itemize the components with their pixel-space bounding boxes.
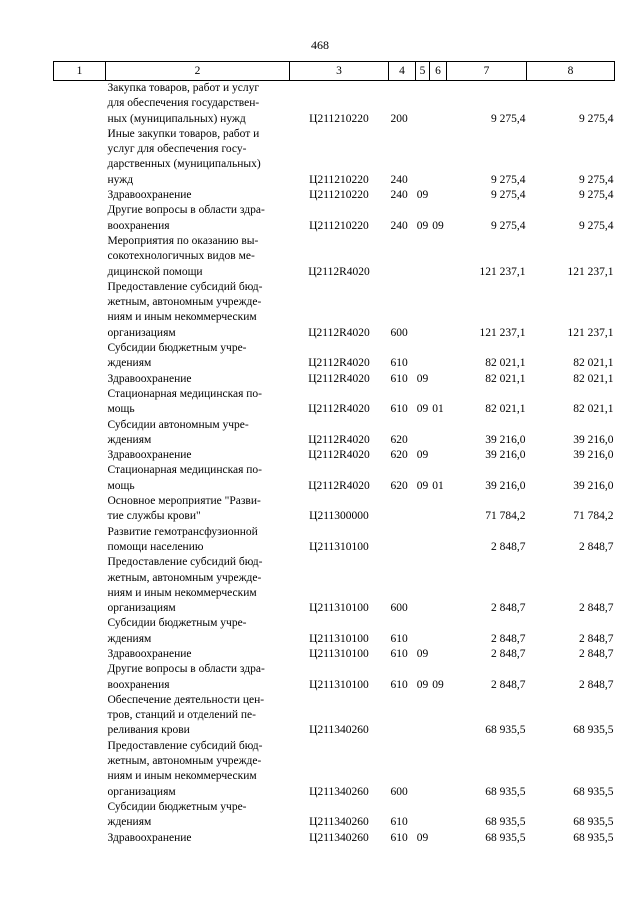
row-value-7-cell: 2 848,7 (491, 540, 526, 553)
row-name-line: Предоставление субсидий бюд- (107, 556, 263, 569)
row-value-7-cell: 2 848,7 (491, 647, 526, 660)
table-row (54, 555, 615, 616)
row-index-cell (54, 616, 106, 647)
row-expense-type-cell: 610 (390, 816, 408, 829)
row-name-line: мощь (107, 403, 135, 416)
row-section-cell (416, 280, 430, 341)
row-value-8-cell: 121 237,1 (567, 326, 614, 339)
row-value-8-cell: 121 237,1 (567, 265, 614, 278)
row-subsection-cell: 01 (432, 403, 444, 416)
row-code-cell: Ц211310100 (309, 647, 369, 660)
row-code-cell: Ц211310100 (309, 602, 369, 615)
row-expense-type-cell: 600 (390, 326, 408, 339)
row-value-7-cell: 2 848,7 (491, 602, 526, 615)
row-section-cell (416, 555, 430, 616)
table-body (54, 81, 615, 846)
table-row (54, 234, 615, 280)
row-value-7-cell: 121 237,1 (479, 326, 526, 339)
header-row (54, 62, 615, 81)
row-expense-type-cell: 610 (390, 372, 408, 385)
row-code-cell: Ц211340260 (309, 724, 369, 737)
row-index-cell (54, 280, 106, 341)
row-section-cell (416, 800, 430, 831)
row-subsection-cell (430, 693, 447, 739)
row-expense-type-cell: 600 (390, 602, 408, 615)
row-section-cell (416, 81, 430, 127)
row-section-cell: 09 (416, 449, 429, 462)
header-col-7: 7 (447, 62, 527, 81)
row-name-cell (106, 525, 290, 556)
row-value-7-cell: 71 784,2 (485, 510, 526, 523)
row-name-line: организациям (107, 785, 176, 798)
row-name-line: Субсидии автономным учре- (107, 418, 249, 431)
row-expense-type-cell (389, 693, 416, 739)
row-expense-type-cell: 200 (390, 112, 408, 125)
table-row (54, 127, 615, 188)
row-subsection-cell (430, 280, 447, 341)
row-section-cell (416, 616, 430, 647)
row-code-cell: Ц211340260 (309, 785, 369, 798)
row-index-cell (54, 188, 106, 203)
row-index-cell (54, 203, 106, 234)
row-name-line: дарственных (муниципальных) (107, 158, 261, 171)
row-index-cell (54, 800, 106, 831)
row-name-line: организациям (107, 602, 176, 615)
header-col-8: 8 (527, 62, 615, 81)
row-index-cell (54, 127, 106, 188)
table-row (54, 81, 615, 127)
row-subsection-cell (430, 831, 447, 846)
row-index-cell (54, 525, 106, 556)
row-name-cell (106, 448, 290, 463)
row-section-cell: 09 (416, 219, 429, 232)
row-value-7-cell: 39 216,0 (485, 433, 526, 446)
row-section-cell: 09 (416, 647, 429, 660)
row-code-cell: Ц2112R4020 (308, 357, 370, 370)
row-value-8-cell: 2 848,7 (579, 647, 614, 660)
row-section-cell: 09 (416, 831, 429, 844)
header-col-4: 4 (389, 62, 416, 81)
row-index-cell (54, 647, 106, 662)
row-value-8-cell: 71 784,2 (573, 510, 614, 523)
row-name-cell (106, 555, 290, 616)
row-expense-type-cell: 620 (390, 479, 408, 492)
row-name-cell (106, 188, 290, 203)
row-value-7-cell: 2 848,7 (491, 632, 526, 645)
row-expense-type-cell: 620 (390, 449, 408, 462)
row-name-line: Другие вопросы в области здра- (107, 204, 265, 217)
row-code-cell: Ц211340260 (309, 831, 369, 844)
row-name-line: ждениям (107, 816, 152, 829)
row-index-cell (54, 739, 106, 800)
row-section-cell (416, 494, 430, 525)
row-name-line: тие службы крови" (107, 510, 201, 523)
row-value-7-cell: 9 275,4 (491, 189, 526, 202)
row-subsection-cell (430, 418, 447, 449)
row-name-line: Обеспечение деятельности цен- (107, 693, 265, 706)
row-subsection-cell (430, 494, 447, 525)
row-code-cell: Ц211210220 (309, 173, 369, 186)
row-subsection-cell (430, 127, 447, 188)
row-value-8-cell: 2 848,7 (579, 540, 614, 553)
row-section-cell (416, 418, 430, 449)
row-index-cell (54, 418, 106, 449)
row-value-8-cell: 9 275,4 (579, 173, 614, 186)
table-header (54, 62, 615, 81)
header-col-1: 1 (54, 62, 106, 81)
row-subsection-cell (430, 647, 447, 662)
row-subsection-cell (430, 341, 447, 372)
row-expense-type-cell: 600 (390, 785, 408, 798)
row-name-line: услуг для обеспечения госу- (107, 143, 247, 156)
row-index-cell (54, 662, 106, 693)
table-row (54, 647, 615, 662)
row-name-line: Стационарная медицинская по- (107, 464, 262, 477)
row-section-cell: 09 (416, 678, 429, 691)
table-row (54, 448, 615, 463)
row-expense-type-cell (389, 525, 416, 556)
row-code-cell: Ц2112R4020 (308, 433, 370, 446)
row-value-7-cell: 121 237,1 (479, 265, 526, 278)
row-expense-type-cell: 240 (390, 219, 408, 232)
row-name-line: воохранения (107, 678, 170, 691)
table-row (54, 341, 615, 372)
row-value-8-cell: 39 216,0 (573, 433, 614, 446)
row-code-cell: Ц211310100 (309, 678, 369, 691)
row-name-line: реливания крови (107, 724, 190, 737)
row-name-line: Здравоохранение (107, 189, 192, 202)
row-subsection-cell: 01 (432, 479, 444, 492)
row-name-line: жетным, автономным учрежде- (107, 571, 262, 584)
row-expense-type-cell: 240 (390, 173, 408, 186)
row-code-cell: Ц211210220 (309, 189, 369, 202)
row-expense-type-cell: 610 (390, 647, 408, 660)
row-name-line: Стационарная медицинская по- (107, 387, 262, 400)
row-name-line: Здравоохранение (107, 372, 192, 385)
row-name-cell (106, 341, 290, 372)
row-name-line: Развитие гемотрансфузионной (107, 525, 258, 538)
row-name-line: нужд (107, 173, 134, 186)
row-section-cell (416, 525, 430, 556)
row-name-line: Предоставление субсидий бюд- (107, 280, 263, 293)
header-col-6: 6 (430, 62, 447, 81)
row-code-cell: Ц2112R4020 (308, 403, 370, 416)
row-value-8-cell: 2 848,7 (579, 678, 614, 691)
row-name-cell (106, 739, 290, 800)
table-row (54, 800, 615, 831)
row-index-cell (54, 234, 106, 280)
row-value-8-cell: 68 935,5 (573, 831, 614, 844)
row-index-cell (54, 555, 106, 616)
row-name-line: ниям и иным некоммерческим (107, 770, 257, 783)
row-name-line: мощь (107, 479, 135, 492)
row-subsection-cell (430, 739, 447, 800)
row-value-7-cell: 68 935,5 (485, 724, 526, 737)
row-value-8-cell: 9 275,4 (579, 219, 614, 232)
row-value-8-cell: 82 021,1 (573, 357, 614, 370)
row-value-7-cell: 68 935,5 (485, 816, 526, 829)
table-row (54, 188, 615, 203)
row-name-cell (106, 831, 290, 846)
table-row (54, 203, 615, 234)
row-name-line: Субсидии бюджетным учре- (107, 617, 247, 630)
row-value-8-cell: 82 021,1 (573, 372, 614, 385)
row-name-line: Предоставление субсидий бюд- (107, 739, 263, 752)
row-subsection-cell: 09 (432, 678, 444, 691)
row-code-cell: Ц2112R4020 (308, 265, 370, 278)
row-section-cell (416, 693, 430, 739)
table-row (54, 463, 615, 494)
row-name-line: Иные закупки товаров, работ и (107, 127, 260, 140)
row-name-line: ниям и иным некоммерческим (107, 586, 257, 599)
row-name-cell (106, 616, 290, 647)
row-name-line: Основное мероприятие "Разви- (107, 495, 261, 508)
row-index-cell (54, 494, 106, 525)
row-index-cell (54, 341, 106, 372)
row-code-cell: Ц211340260 (309, 816, 369, 829)
row-name-cell (106, 203, 290, 234)
row-subsection-cell (430, 81, 447, 127)
row-name-cell (106, 127, 290, 188)
row-value-8-cell: 9 275,4 (579, 189, 614, 202)
row-value-7-cell: 82 021,1 (485, 372, 526, 385)
row-code-cell: Ц2112R4020 (308, 449, 370, 462)
row-name-line: организациям (107, 326, 176, 339)
row-section-cell: 09 (416, 479, 429, 492)
row-value-7-cell: 39 216,0 (485, 479, 526, 492)
row-expense-type-cell (389, 234, 416, 280)
row-subsection-cell (430, 234, 447, 280)
row-value-7-cell: 9 275,4 (491, 219, 526, 232)
table-row (54, 494, 615, 525)
row-section-cell (416, 341, 430, 372)
row-name-cell (106, 662, 290, 693)
row-value-7-cell: 9 275,4 (491, 112, 526, 125)
row-code-cell: Ц211300000 (309, 510, 369, 523)
row-value-7-cell: 68 935,5 (485, 831, 526, 844)
table-row (54, 525, 615, 556)
row-index-cell (54, 463, 106, 494)
row-subsection-cell (430, 616, 447, 647)
table-row (54, 831, 615, 846)
row-name-line: Другие вопросы в области здра- (107, 663, 265, 676)
header-col-2: 2 (106, 62, 290, 81)
row-name-cell (106, 494, 290, 525)
row-index-cell (54, 387, 106, 418)
row-index-cell (54, 81, 106, 127)
row-expense-type-cell: 610 (390, 678, 408, 691)
table-row (54, 387, 615, 418)
row-expense-type-cell: 610 (390, 357, 408, 370)
row-value-8-cell: 68 935,5 (573, 785, 614, 798)
row-name-line: сокотехнологичных видов ме- (107, 250, 255, 263)
row-value-8-cell: 39 216,0 (573, 479, 614, 492)
row-value-8-cell: 68 935,5 (573, 816, 614, 829)
row-name-line: дицинской помощи (107, 265, 203, 278)
table-row (54, 616, 615, 647)
row-name-cell (106, 234, 290, 280)
row-name-line: Здравоохранение (107, 647, 192, 660)
row-index-cell (54, 693, 106, 739)
row-name-line: для обеспечения государствен- (107, 97, 260, 110)
row-name-line: ниям и иным некоммерческим (107, 311, 257, 324)
row-subsection-cell (430, 188, 447, 203)
row-value-7-cell: 82 021,1 (485, 403, 526, 416)
row-value-7-cell: 9 275,4 (491, 173, 526, 186)
row-subsection-cell: 09 (432, 219, 444, 232)
row-name-line: Здравоохранение (107, 449, 192, 462)
header-col-3: 3 (290, 62, 389, 81)
row-value-8-cell: 2 848,7 (579, 602, 614, 615)
row-name-cell (106, 800, 290, 831)
row-name-cell (106, 387, 290, 418)
row-subsection-cell (430, 800, 447, 831)
row-section-cell: 09 (416, 403, 429, 416)
row-code-cell: Ц211310100 (309, 540, 369, 553)
row-name-line: ных (муниципальных) нужд (107, 112, 246, 125)
row-section-cell (416, 234, 430, 280)
row-expense-type-cell: 610 (390, 632, 408, 645)
row-value-8-cell: 39 216,0 (573, 449, 614, 462)
row-subsection-cell (430, 525, 447, 556)
row-name-line: Субсидии бюджетным учре- (107, 800, 247, 813)
row-section-cell: 09 (416, 372, 429, 385)
row-name-line: помощи населению (107, 540, 204, 553)
row-subsection-cell (430, 448, 447, 463)
row-index-cell (54, 372, 106, 387)
row-name-cell (106, 372, 290, 387)
row-name-line: жетным, автономным учрежде- (107, 755, 262, 768)
row-section-cell (416, 127, 430, 188)
table-row (54, 662, 615, 693)
row-name-line: Здравоохранение (107, 831, 192, 844)
row-name-line: воохранения (107, 219, 170, 232)
row-name-line: ждениям (107, 632, 152, 645)
row-name-line: ждениям (107, 357, 152, 370)
row-index-cell (54, 448, 106, 463)
row-expense-type-cell: 610 (390, 831, 408, 844)
row-code-cell: Ц2112R4020 (308, 372, 370, 385)
row-subsection-cell (430, 372, 447, 387)
row-name-line: тров, станций и отделений пе- (107, 709, 256, 722)
row-name-cell (106, 418, 290, 449)
row-value-8-cell: 82 021,1 (573, 403, 614, 416)
table-row (54, 418, 615, 449)
row-value-8-cell: 68 935,5 (573, 724, 614, 737)
header-col-5: 5 (416, 62, 430, 81)
table-row (54, 280, 615, 341)
row-expense-type-cell (389, 494, 416, 525)
row-value-8-cell: 9 275,4 (579, 112, 614, 125)
row-name-cell (106, 647, 290, 662)
row-name-cell (106, 693, 290, 739)
page-number: 468 (311, 38, 329, 52)
budget-table (53, 61, 615, 846)
row-name-cell (106, 81, 290, 127)
row-code-cell: Ц211310100 (309, 632, 369, 645)
table-row (54, 739, 615, 800)
table-row (54, 372, 615, 387)
row-name-line: ждениям (107, 433, 152, 446)
row-name-cell (106, 280, 290, 341)
row-expense-type-cell: 240 (390, 189, 408, 202)
row-code-cell: Ц211210220 (309, 219, 369, 232)
row-value-7-cell: 68 935,5 (485, 785, 526, 798)
row-code-cell: Ц211210220 (309, 112, 369, 125)
row-index-cell (54, 831, 106, 846)
row-code-cell: Ц2112R4020 (308, 479, 370, 492)
row-name-line: Закупка товаров, работ и услуг (107, 82, 260, 94)
row-value-7-cell: 2 848,7 (491, 678, 526, 691)
row-value-7-cell: 82 021,1 (485, 357, 526, 370)
row-expense-type-cell: 620 (390, 433, 408, 446)
table-row (54, 693, 615, 739)
row-subsection-cell (430, 555, 447, 616)
row-name-cell (106, 463, 290, 494)
row-name-line: жетным, автономным учрежде- (107, 296, 262, 309)
row-code-cell: Ц2112R4020 (308, 326, 370, 339)
row-section-cell: 09 (416, 189, 429, 202)
row-name-line: Субсидии бюджетным учре- (107, 342, 247, 355)
row-name-line: Мероприятия по оказанию вы- (107, 234, 259, 247)
row-section-cell (416, 739, 430, 800)
row-expense-type-cell: 610 (390, 403, 408, 416)
row-value-7-cell: 39 216,0 (485, 449, 526, 462)
row-value-8-cell: 2 848,7 (579, 632, 614, 645)
